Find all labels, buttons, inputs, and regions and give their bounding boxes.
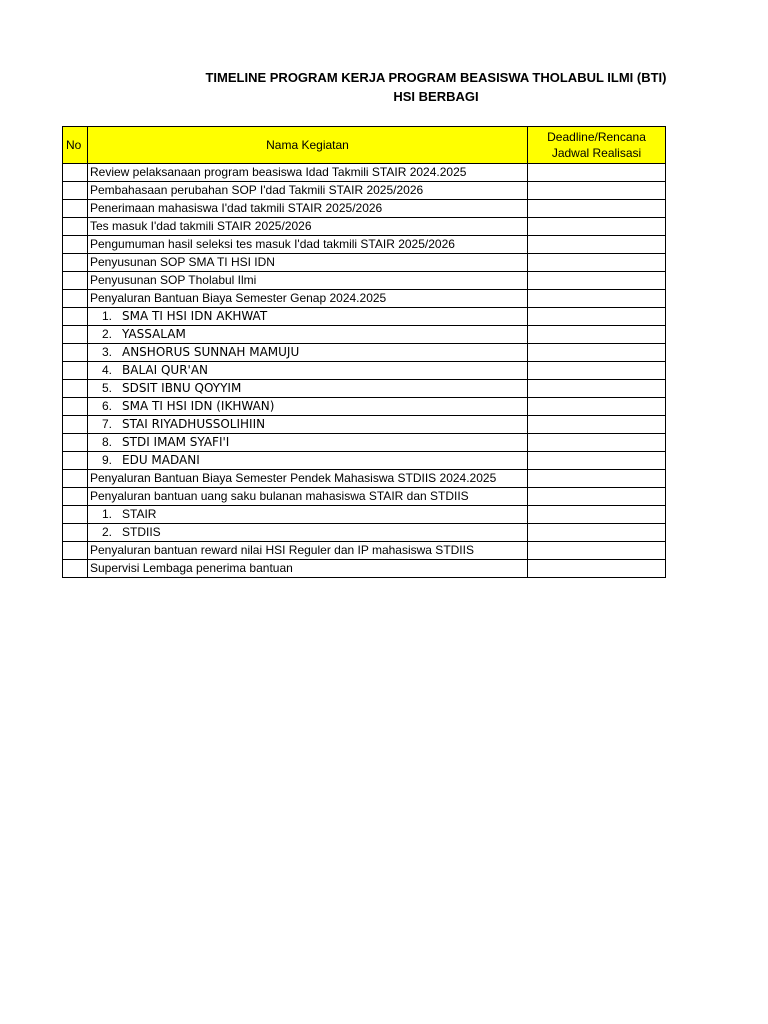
table-row: [63, 218, 666, 236]
cell-no: [63, 470, 88, 488]
table-row: [63, 254, 666, 272]
list-item-text: STDIIS: [122, 525, 161, 539]
table-row: [63, 182, 666, 200]
cell-deadline: [528, 290, 666, 308]
cell-nama-kegiatan: Penyaluran bantuan reward nilai HSI Reguler dan IP mahasiswa STDIIS: [88, 542, 528, 560]
cell-nama-kegiatan: Penerimaan mahasiswa I'dad takmili STAIR 2025/2026: [88, 200, 528, 218]
cell-no: [63, 218, 88, 236]
list-number: 6.: [101, 399, 112, 413]
table-row: [63, 344, 666, 362]
list-item-text: STDI IMAM SYAFI'I: [122, 435, 230, 449]
table-row: [63, 290, 666, 308]
cell-no: [63, 362, 88, 380]
cell-no: [63, 182, 88, 200]
table-row: [63, 272, 666, 290]
cell-nama-kegiatan: [88, 416, 528, 434]
cell-deadline: [528, 236, 666, 254]
table-header-row: [63, 127, 666, 164]
list-item-text: BALAI QUR'AN: [122, 363, 209, 377]
cell-nama-kegiatan: [88, 452, 528, 470]
cell-deadline: [528, 380, 666, 398]
cell-nama-kegiatan: [88, 344, 528, 362]
cell-nama-kegiatan: [88, 326, 528, 344]
header-no: No: [63, 127, 88, 164]
cell-deadline: [528, 164, 666, 182]
table-row: [63, 434, 666, 452]
cell-nama-kegiatan: Supervisi Lembaga penerima bantuan: [88, 560, 528, 578]
table-row: [63, 308, 666, 326]
list-item-text: YASSALAM: [122, 327, 186, 341]
list-item-text: ANSHORUS SUNNAH MAMUJU: [122, 345, 300, 359]
cell-deadline: [528, 488, 666, 506]
table-row: [63, 470, 666, 488]
list-number: 4.: [101, 363, 112, 377]
cell-no: [63, 380, 88, 398]
cell-no: [63, 254, 88, 272]
cell-deadline: [528, 218, 666, 236]
list-number: 7.: [101, 417, 112, 431]
table-body: [63, 164, 666, 578]
cell-deadline: [528, 308, 666, 326]
table-row: [63, 506, 666, 524]
list-item-text: SDSIT IBNU QOYYIM: [122, 381, 242, 395]
cell-no: [63, 560, 88, 578]
cell-deadline: [528, 200, 666, 218]
cell-deadline: [528, 560, 666, 578]
cell-no: [63, 236, 88, 254]
cell-nama-kegiatan: [88, 506, 528, 524]
document-title: TIMELINE PROGRAM KERJA PROGRAM BEASISWA THOLABUL ILMI (BTI): [205, 70, 667, 85]
cell-nama-kegiatan: Penyaluran Bantuan Biaya Semester Pendek Mahasiswa STDIIS 2024.2025: [88, 470, 528, 488]
list-item-text: STAI RIYADHUSSOLIHIIN: [122, 417, 266, 431]
cell-nama-kegiatan: [88, 308, 528, 326]
document-subtitle: HSI BERBAGI: [393, 89, 479, 104]
cell-nama-kegiatan: Penyusunan SOP Tholabul Ilmi: [88, 272, 528, 290]
list-number: 2.: [101, 327, 112, 341]
cell-nama-kegiatan: [88, 362, 528, 380]
cell-deadline: [528, 416, 666, 434]
cell-deadline: [528, 344, 666, 362]
table-row: [63, 398, 666, 416]
list-number: 3.: [101, 345, 112, 359]
list-item-text: EDU MADANI: [122, 453, 200, 467]
cell-deadline: [528, 326, 666, 344]
cell-deadline: [528, 362, 666, 380]
list-number: 5.: [101, 381, 112, 395]
table-row: [63, 524, 666, 542]
cell-nama-kegiatan: [88, 434, 528, 452]
table-row: [63, 542, 666, 560]
cell-nama-kegiatan: [88, 524, 528, 542]
list-number: 2.: [101, 525, 112, 539]
cell-no: [63, 290, 88, 308]
cell-no: [63, 308, 88, 326]
list-item-text: SMA TI HSI IDN (IKHWAN): [122, 399, 275, 413]
cell-no: [63, 164, 88, 182]
cell-no: [63, 488, 88, 506]
cell-deadline: [528, 542, 666, 560]
cell-no: [63, 452, 88, 470]
cell-nama-kegiatan: [88, 398, 528, 416]
table-row: [63, 488, 666, 506]
table-row: [63, 362, 666, 380]
list-number: 1.: [101, 507, 112, 521]
cell-deadline: [528, 182, 666, 200]
cell-deadline: [528, 452, 666, 470]
cell-no: [63, 398, 88, 416]
cell-no: [63, 200, 88, 218]
header-deadline-line1: Deadline/Rencana: [547, 130, 646, 144]
cell-deadline: [528, 254, 666, 272]
cell-no: [63, 344, 88, 362]
cell-nama-kegiatan: Penyusunan SOP SMA TI HSI IDN: [88, 254, 528, 272]
cell-no: [63, 506, 88, 524]
table-row: [63, 380, 666, 398]
table-row: [63, 560, 666, 578]
cell-no: [63, 416, 88, 434]
table-row: [63, 452, 666, 470]
list-number: 8.: [101, 435, 112, 449]
cell-nama-kegiatan: [88, 380, 528, 398]
timeline-table: [62, 126, 666, 578]
list-number: 1.: [101, 309, 112, 323]
table-row: [63, 164, 666, 182]
cell-deadline: [528, 506, 666, 524]
cell-no: [63, 434, 88, 452]
list-item-text: SMA TI HSI IDN AKHWAT: [122, 309, 268, 323]
cell-no: [63, 542, 88, 560]
cell-nama-kegiatan: Tes masuk I'dad takmili STAIR 2025/2026: [88, 218, 528, 236]
cell-nama-kegiatan: Pembahasaan perubahan SOP I'dad Takmili STAIR 2025/2026: [88, 182, 528, 200]
cell-deadline: [528, 398, 666, 416]
header-deadline: [528, 127, 666, 164]
header-deadline-line2: Jadwal Realisasi: [551, 146, 642, 160]
cell-nama-kegiatan: Pengumuman hasil seleksi tes masuk I'dad takmili STAIR 2025/2026: [88, 236, 528, 254]
cell-deadline: [528, 434, 666, 452]
cell-nama-kegiatan: Penyaluran Bantuan Biaya Semester Genap 2024.2025: [88, 290, 528, 308]
cell-no: [63, 272, 88, 290]
header-nama-kegiatan: Nama Kegiatan: [88, 127, 528, 164]
cell-nama-kegiatan: Penyaluran bantuan uang saku bulanan mahasiswa STAIR dan STDIIS: [88, 488, 528, 506]
cell-deadline: [528, 272, 666, 290]
table-row: [63, 200, 666, 218]
table-row: [63, 326, 666, 344]
cell-no: [63, 524, 88, 542]
cell-no: [63, 326, 88, 344]
cell-deadline: [528, 524, 666, 542]
list-item-text: STAIR: [122, 507, 157, 521]
table-row: [63, 236, 666, 254]
cell-nama-kegiatan: Review pelaksanaan program beasiswa Idad Takmili STAIR 2024.2025: [88, 164, 528, 182]
cell-deadline: [528, 470, 666, 488]
table-row: [63, 416, 666, 434]
list-number: 9.: [101, 453, 112, 467]
